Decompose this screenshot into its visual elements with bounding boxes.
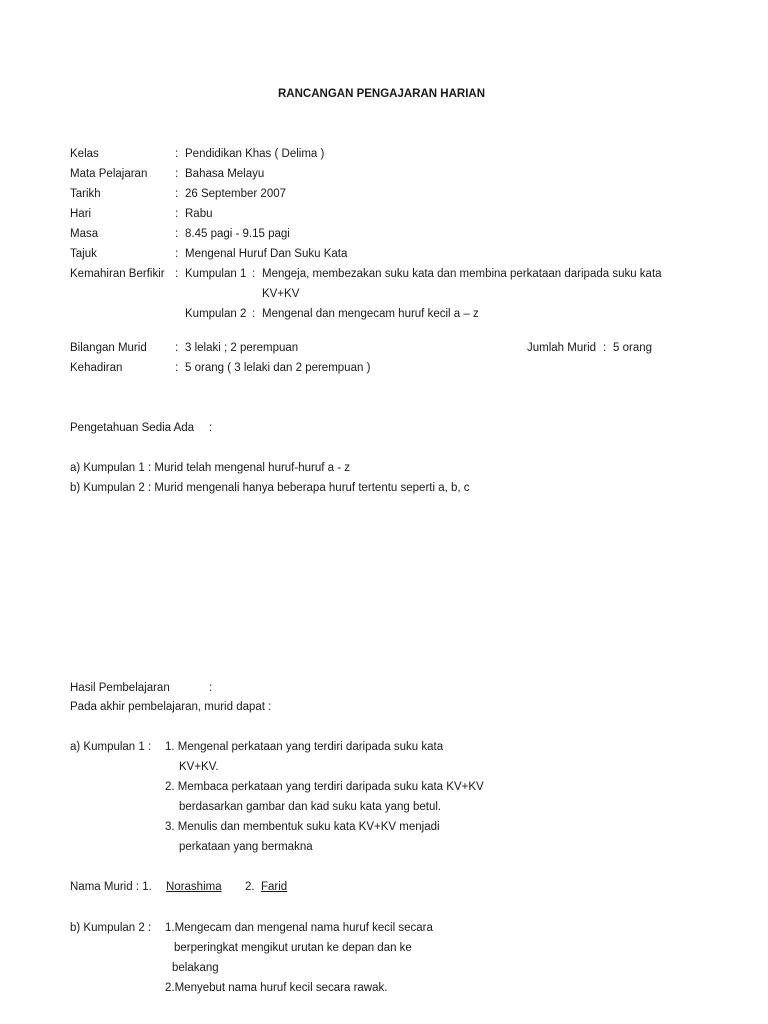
label-kelas: Kelas: [70, 148, 99, 160]
label-mata-pelajaran: Mata Pelajaran: [70, 168, 148, 180]
hasil-a-item-1-cont: KV+KV.: [179, 761, 219, 773]
colon: :: [175, 342, 179, 354]
colon: :: [603, 342, 607, 354]
kemahiran-k2-label: Kumpulan 2: [185, 308, 247, 320]
nama-murid-1: Norashima: [166, 881, 222, 893]
hasil-intro: Pada akhir pembelajaran, murid dapat :: [70, 701, 272, 713]
label-kehadiran: Kehadiran: [70, 362, 123, 374]
colon: :: [252, 308, 256, 320]
value-bilangan-murid: 3 lelaki ; 2 perempuan: [185, 342, 299, 354]
hasil-a-item-3-cont: perkataan yang bermakna: [179, 841, 313, 853]
pengetahuan-heading: Pengetahuan Sedia Ada: [70, 422, 195, 434]
colon: :: [175, 248, 179, 260]
colon: :: [175, 148, 179, 160]
value-masa: 8.45 pagi - 9.15 pagi: [185, 228, 290, 240]
hasil-a-item-3: 3. Menulis dan membentuk suku kata KV+KV menjadi: [165, 821, 440, 833]
colon: :: [175, 168, 179, 180]
kemahiran-k2-text: Mengenal dan mengecam huruf kecil a – z: [262, 308, 479, 320]
hasil-a-item-2: 2. Membaca perkataan yang terdiri daripada suku kata KV+KV: [165, 781, 484, 793]
hasil-a-item-1: 1. Mengenal perkataan yang terdiri daripada suku kata: [165, 741, 444, 753]
label-tarikh: Tarikh: [70, 188, 101, 200]
hasil-heading: Hasil Pembelajaran: [70, 682, 170, 694]
value-tajuk: Mengenal Huruf Dan Suku Kata: [185, 248, 348, 260]
hasil-a-item-2-cont: berdasarkan gambar dan kad suku kata yang betul.: [179, 801, 442, 813]
label-jumlah-murid: Jumlah Murid: [527, 342, 597, 354]
colon: :: [175, 188, 179, 200]
hasil-b-item-1-cont2: belakang: [172, 962, 219, 974]
nama-murid-2: Farid: [261, 881, 288, 893]
label-bilangan-murid: Bilangan Murid: [70, 342, 147, 354]
hasil-b-item-1: 1.Mengecam dan mengenal nama huruf kecil secara: [165, 922, 433, 934]
nama-murid-label: Nama Murid : 1.: [70, 881, 152, 893]
value-tarikh: 26 September 2007: [185, 188, 287, 200]
nama-murid-2-num: 2.: [245, 881, 255, 893]
pengetahuan-a: a) Kumpulan 1 : Murid telah mengenal huruf-huruf a - z: [70, 462, 350, 474]
label-hari: Hari: [70, 208, 92, 220]
value-mata-pelajaran: Bahasa Melayu: [185, 168, 265, 180]
label-masa: Masa: [70, 228, 99, 240]
value-kehadiran: 5 orang ( 3 lelaki dan 2 perempuan ): [185, 362, 371, 374]
colon: :: [252, 268, 256, 280]
hasil-b-item-1-cont: berperingkat mengikut urutan ke depan dan ke: [174, 942, 412, 954]
kemahiran-k1-line2: KV+KV: [262, 288, 300, 300]
pengetahuan-b: b) Kumpulan 2 : Murid mengenali hanya beberapa huruf tertentu seperti a, b, c: [70, 482, 470, 494]
label-tajuk: Tajuk: [70, 248, 97, 260]
colon: :: [175, 208, 179, 220]
kemahiran-k1-line1: Mengeja, membezakan suku kata dan membina perkataan daripada suku kata: [262, 268, 662, 280]
colon: :: [209, 682, 213, 694]
kemahiran-k1-label: Kumpulan 1: [185, 268, 247, 280]
hasil-b-item-2: 2.Menyebut nama huruf kecil secara rawak.: [165, 982, 388, 994]
page-title: RANCANGAN PENGAJARAN HARIAN: [278, 88, 486, 100]
value-kelas: Pendidikan Khas ( Delima ): [185, 148, 325, 160]
value-hari: Rabu: [185, 208, 213, 220]
value-jumlah-murid: 5 orang: [613, 342, 653, 354]
hasil-b-prefix: b) Kumpulan 2 :: [70, 922, 152, 934]
colon: :: [209, 422, 213, 434]
colon: :: [175, 268, 179, 280]
hasil-a-prefix: a) Kumpulan 1 :: [70, 741, 152, 753]
colon: :: [175, 228, 179, 240]
colon: :: [175, 362, 179, 374]
label-kemahiran-berfikir: Kemahiran Berfikir: [70, 268, 165, 280]
